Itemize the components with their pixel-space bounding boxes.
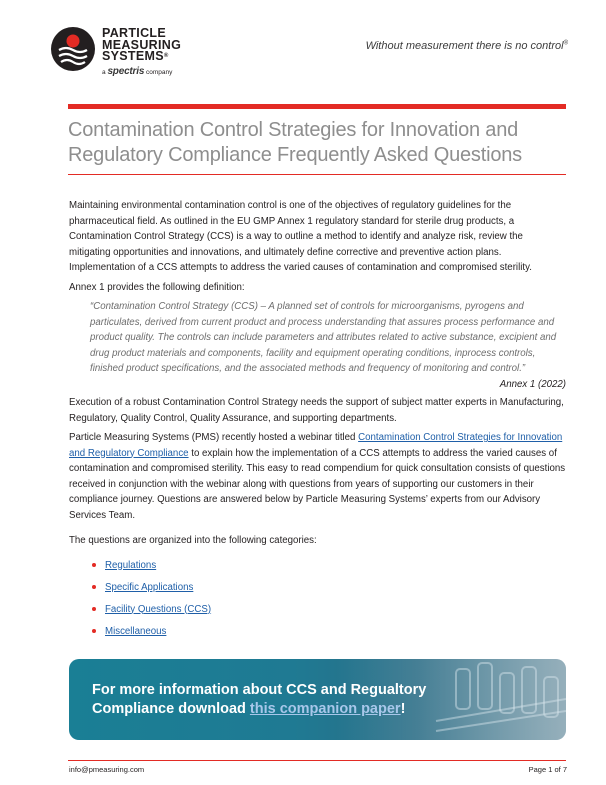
company-logo[interactable] [50,26,210,82]
page-number: Page 1 of 7 [528,765,567,774]
companion-paper-banner [69,659,566,740]
header-accent-bar [68,104,566,109]
banner-text [92,681,492,719]
categories-intro: The questions are organized into the following categories: [69,535,317,546]
category-list [92,558,566,646]
definition-quote: “Contamination Control Strategy (CCS) – A planned set of controls for microorganisms, pyrogens and particulates, derived from current product and process understanding that assures process performance and product quality. The controls can include parameters and attributes related to active substance, excipient and drug product materials and components, facility and equipment operating conditions, inprocess controls, finished product specifications, and the associated methods and frequency of monitoring and control.” [90,301,557,374]
webinar-link[interactable]: Contamination Control Strategies for Innovation and Regulatory Compliance [69,432,563,459]
category-item [92,558,566,580]
category-item [92,580,566,602]
webinar-paragraph: Particle Measuring Systems (PMS) recently hosted a webinar titled Contamination Control Strategies for Innovation and Regulatory Compliance to explain how the implementation of a CCS attempts to address the varied causes of contamination and compromised sterility. This easy to read compendium for quick consultation consists of questions received in conjunction with the webinar along with questions from years of supporting our customers in their compliance journey. Questions are answered below by Particle Measuring Systems’ experts from our Advisory Services Team. [69,432,566,521]
execution-paragraph: Execution of a robust Contamination Control Strategy needs the support of subject matter experts in Manufacturing, Regulatory, Quality Control, Quality Assurance, and supporting departments. [69,397,564,424]
footer-email[interactable]: info@pmeasuring.com [69,765,145,774]
page-header [0,0,606,100]
logo-wordmark [102,28,181,63]
annex-intro: Annex 1 provides the following definition: [69,281,245,293]
category-link-regulations[interactable]: Regulations [105,559,157,571]
category-link-facility-questions[interactable]: Facility Questions (CCS) [105,603,212,615]
category-item [92,602,566,624]
logo-line: SYSTEMS® [102,49,169,63]
logo-line: PARTICLE [102,26,166,40]
category-link-miscellaneous[interactable]: Miscellaneous [105,625,167,637]
intro-paragraph: Maintaining environmental contamination control is one of the objectives of regulatory guidelines for the pharmaceutical field. As outlined in the EU GMP Annex 1 regulatory standard for sterile drug products, a Contamination Control Strategy (CCS) is a way to outline a method to identify and analyze risk, review the mitigating opportunities and innovations, and ultimately define corrective and preventive action plans. Implementation of a CCS attempts to address the varied causes of contamination and compromised sterility. [69,200,532,273]
quote-citation: Annex 1 (2022) [499,378,566,390]
spectris-brand: spectris [107,66,145,77]
footer-divider [68,760,566,761]
companion-paper-link[interactable]: this companion paper [249,701,401,717]
document-body [69,198,566,646]
logo-mark-icon [50,26,96,72]
logo-line: MEASURING [102,37,182,52]
title-divider [68,174,566,175]
banner-line-1: For more information about CCS and Regualtory [92,682,427,698]
logo-parent-company: a spectris company [102,66,173,77]
page-title: Contamination Control Strategies for Innovation and Regulatory Compliance Frequently Asked Questions [68,119,522,166]
category-link-specific-applications[interactable]: Specific Applications [105,581,194,593]
banner-line-2: Compliance download this companion paper! [92,701,406,717]
tagline: Without measurement there is no control® [365,40,568,52]
category-item [92,624,566,646]
